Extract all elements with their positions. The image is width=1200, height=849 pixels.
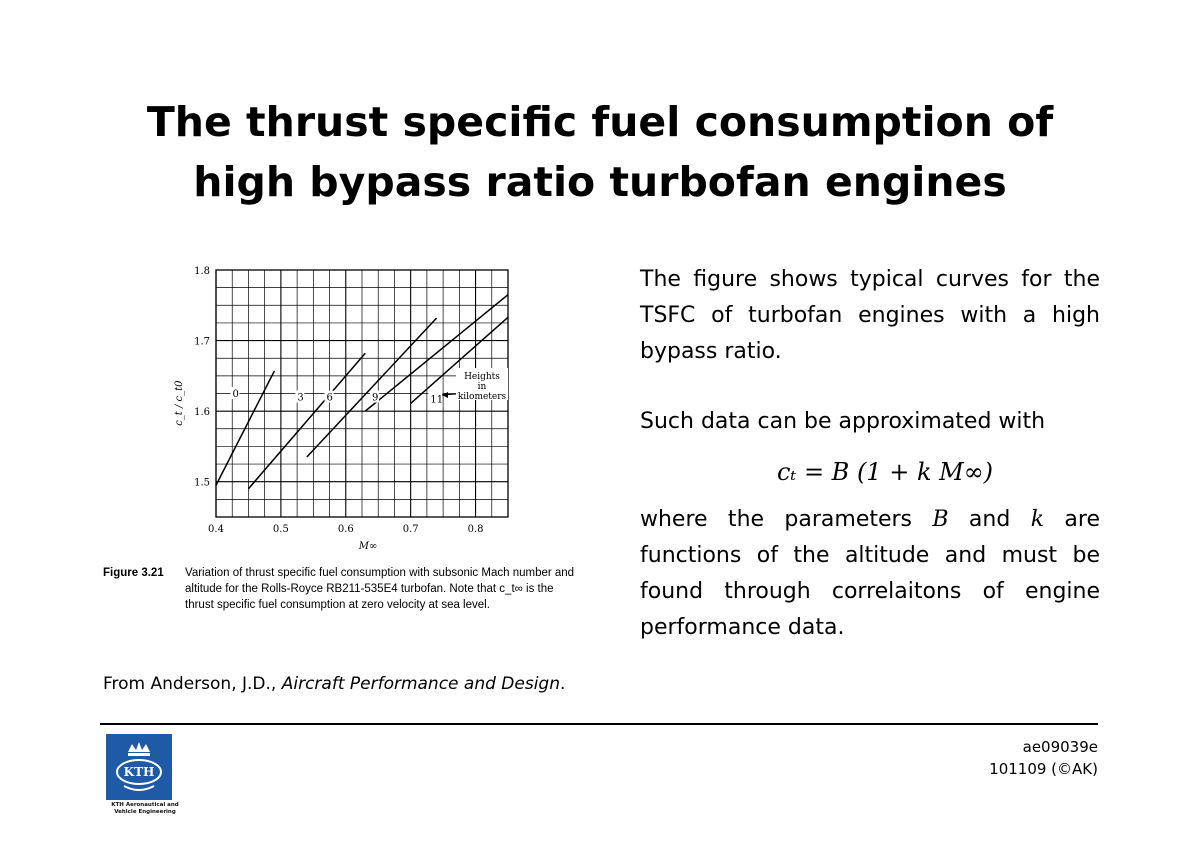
param-b: B: [932, 507, 949, 532]
series-line: [248, 353, 365, 488]
legend-word: kilometers: [457, 392, 507, 402]
x-tick-label: 0.8: [467, 524, 484, 535]
footer-divider: [100, 723, 1098, 725]
explanation-text: [640, 262, 1100, 646]
y-tick-label: 1.6: [194, 407, 210, 419]
slide-date: 101109 (©AK): [989, 760, 1098, 778]
caption-text: Variation of thrust specific fuel consumption with subsonic Mach number and altitude for the Rolls-Royce RB211-535E4 turbofan. Note that c_t∞ is the thrust specific fuel consumption at zero velocity at sea level.: [185, 567, 575, 611]
params-text-b: and: [948, 507, 1031, 532]
caption-label: Figure 3.21: [103, 567, 164, 579]
formula-text: cₜ = B (1 + k M∞): [776, 458, 994, 486]
y-tick-label: 1.5: [194, 477, 210, 489]
legend-word: in: [477, 382, 487, 392]
series-label: 9: [371, 392, 379, 404]
chart-labels: [174, 266, 508, 552]
legend-word: Heights: [464, 372, 500, 382]
kth-logo: [106, 734, 172, 800]
x-tick-label: 0.5: [272, 524, 289, 535]
param-k: k: [1030, 507, 1045, 532]
source-prefix: From Anderson, J.D.,: [103, 674, 282, 694]
x-tick-label: 0.4: [208, 524, 224, 535]
paragraph-intro: The figure shows typical curves for the TSFC of turbofan engines with a high bypass ratio.: [640, 267, 1100, 364]
x-tick-label: 0.7: [402, 524, 419, 535]
tsfc-chart: [170, 262, 540, 557]
y-tick-label: 1.8: [194, 266, 210, 277]
series-label: 0: [232, 389, 239, 401]
title-line-2: high bypass ratio turbofan engines: [193, 158, 1007, 206]
source-citation: [103, 674, 565, 694]
paragraph-approx: Such data can be approximated with: [640, 409, 1046, 434]
series-label: 6: [326, 392, 333, 404]
logo-caption: KTH Aeronautical and Vehicle Engineering: [111, 802, 179, 815]
paragraph-params: [640, 502, 1100, 646]
series-label: 11: [430, 394, 444, 406]
params-text-a: where the parameters: [640, 507, 933, 532]
series-line: [307, 318, 437, 457]
slide-id: ae09039e: [1022, 738, 1098, 756]
slide-title: [0, 92, 1200, 212]
y-axis-label: c_t / c_t0: [174, 380, 185, 426]
y-tick-label: 1.7: [194, 336, 210, 348]
x-axis-label: M∞: [358, 541, 378, 552]
tsfc-formula: [640, 452, 1100, 492]
source-book: Aircraft Performance and Design: [281, 674, 561, 694]
slide-code: [989, 736, 1098, 780]
params-text-c: are functions of the altitude and must be found through correlaitons of engine performance data.: [640, 507, 1100, 640]
svg-text:KTH: KTH: [123, 765, 155, 779]
title-line-1: The thrust specific fuel consumption of: [146, 98, 1054, 146]
source-suffix: .: [560, 674, 566, 694]
x-tick-label: 0.6: [337, 524, 354, 535]
crown-emblem-icon: [106, 734, 172, 800]
series-label: 3: [297, 392, 304, 404]
